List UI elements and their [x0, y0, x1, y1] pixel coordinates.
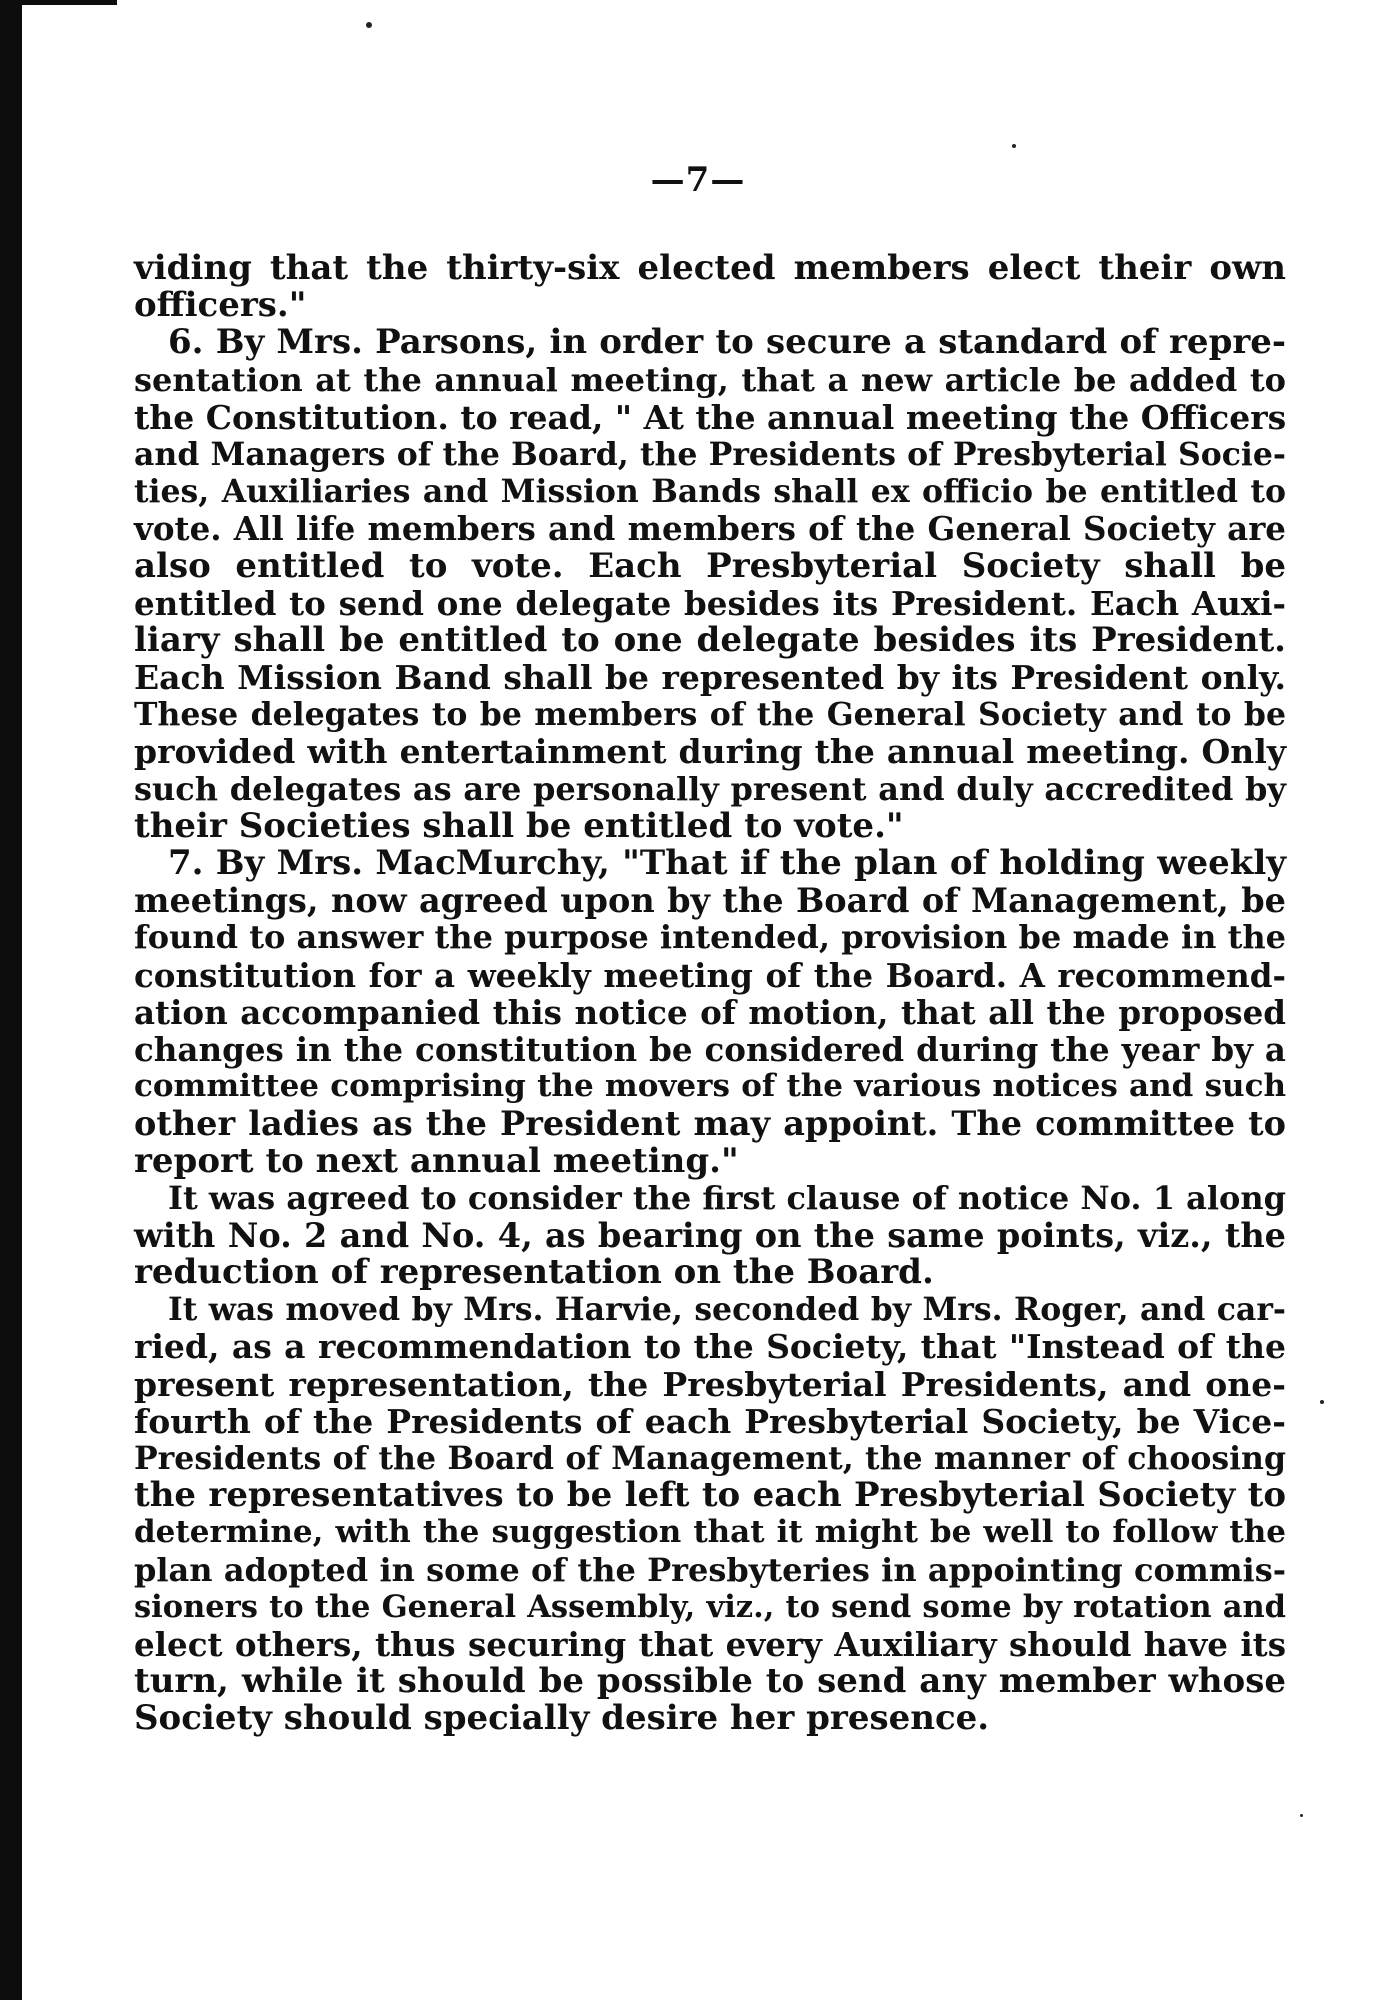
- text-line: It was agreed to consider the first clause of notice No. 1 along: [168, 1178, 1286, 1217]
- text-line: present representation, the Presbyterial Presidents, and one-: [134, 1364, 1286, 1404]
- text-line: determine, with the suggestion that it might be well to follow the: [134, 1514, 1286, 1551]
- text-line: entitled to send one delegate besides its President. Each Auxi-: [134, 583, 1286, 623]
- text-line: provided with entertainment during the annual meeting. Only: [134, 732, 1286, 772]
- text-line: fourth of the Presidents of each Presbyterial Society, be Vice-: [134, 1401, 1286, 1441]
- print-speck: [1320, 1400, 1324, 1404]
- text-line: with No. 2 and No. 4, as bearing on the same points, viz., the: [134, 1215, 1286, 1255]
- text-line: such delegates as are personally present and duly accredited by: [134, 769, 1286, 808]
- text-line: It was moved by Mrs. Harvie, seconded by Mrs. Roger, and car-: [168, 1291, 1286, 1329]
- text-line: vote. All life members and members of the General Society are: [134, 509, 1286, 549]
- text-line: constitution for a weekly meeting of the Board. A recommend-: [134, 955, 1286, 995]
- text-line: found to answer the purpose intended, provision be made in the: [134, 918, 1286, 957]
- text-line: meetings, now agreed upon by the Board of Management, be: [134, 881, 1286, 921]
- text-line: ties, Auxiliaries and Mission Bands shall ex officio be entitled to: [134, 473, 1286, 511]
- text-line: their Societies shall be entitled to vote.": [134, 805, 904, 846]
- text-line: Each Mission Band shall be represented by its President only.: [134, 658, 1286, 698]
- text-line: liary shall be entitled to one delegate besides its President.: [134, 619, 1286, 660]
- text-line: and Managers of the Board, the Presidents of Presbyterial Socie-: [134, 435, 1286, 473]
- text-line: changes in the constitution be considered during the year by a: [134, 1029, 1286, 1069]
- text-line: officers.": [134, 285, 307, 326]
- text-line: turn, while it should be possible to send any member whose: [134, 1661, 1286, 1702]
- text-line: the representatives to be left to each Presbyterial Society to: [134, 1475, 1286, 1516]
- text-line: plan adopted in some of the Presbyteries in appointing commis-: [134, 1550, 1286, 1589]
- body-text: [134, 250, 1286, 1738]
- text-line: ation accompanied this notice of motion, that all the proposed: [134, 992, 1286, 1032]
- print-speck: [366, 22, 372, 28]
- text-line: ried, as a recommendation to the Society, that "Instead of the: [134, 1327, 1286, 1367]
- text-line: sioners to the General Assembly, viz., to send some by rotation and: [134, 1588, 1286, 1625]
- text-line: These delegates to be members of the General Society and to be: [134, 696, 1286, 734]
- page-number: —7—: [650, 160, 746, 200]
- print-speck: [1300, 1814, 1303, 1817]
- text-line: viding that the thirty-six elected members elect their own: [134, 248, 1286, 288]
- text-line: 6. By Mrs. Parsons, in order to secure a standard of repre-: [168, 322, 1286, 363]
- binding-edge-top: [22, 0, 117, 5]
- text-line: reduction of representation on the Board.: [134, 1252, 934, 1293]
- text-line: elect others, thus securing that every Auxiliary should have its: [134, 1624, 1286, 1664]
- text-line: Society should specially desire her presence.: [134, 1698, 990, 1739]
- text-line: Presidents of the Board of Management, the manner of choosing: [134, 1440, 1286, 1477]
- text-line: sentation at the annual meeting, that a new article be added to: [134, 360, 1286, 399]
- text-line: the Constitution. to read, " At the annual meeting the Officers: [134, 397, 1287, 437]
- text-line: other ladies as the President may appoint. The committee to: [134, 1104, 1286, 1144]
- text-line: 7. By Mrs. MacMurchy, "That if the plan of holding weekly: [168, 843, 1286, 883]
- text-line: report to next annual meeting.": [134, 1140, 739, 1181]
- text-line: committee comprising the movers of the various notices and such: [134, 1068, 1286, 1105]
- binding-edge: [0, 0, 22, 2000]
- text-line: also entitled to vote. Each Presbyterial Society shall be: [134, 545, 1286, 586]
- print-speck: [1012, 144, 1016, 148]
